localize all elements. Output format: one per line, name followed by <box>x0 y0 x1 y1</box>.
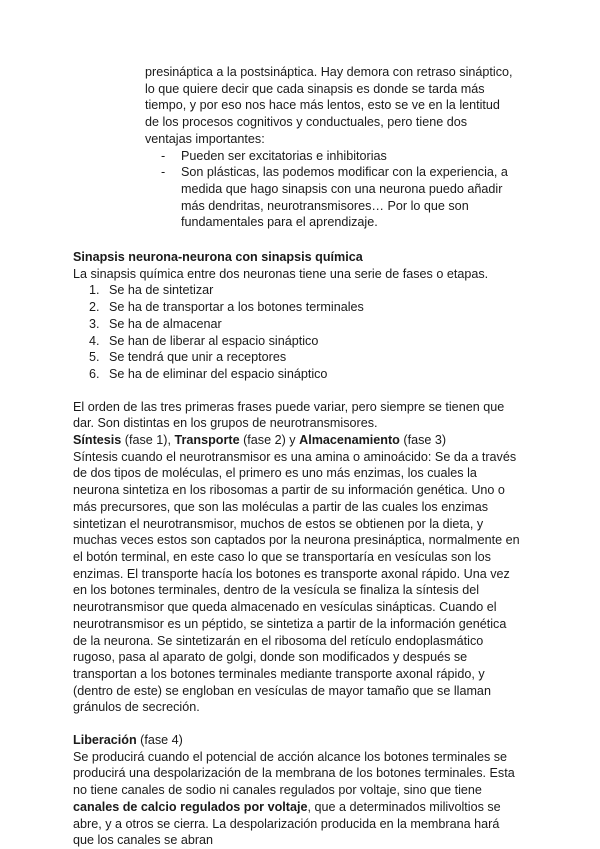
list-number: 3. <box>89 316 100 331</box>
release-text-b: , que a determinados milivoltios se abre, y a otros se cierra. La despolarización producida en la membrana hará que los canales se abran <box>73 799 501 848</box>
synthesis-paragraph: Síntesis cuando el neurotransmisor es una amina o aminoácido: Se da a través de dos tipos de moléculas, el primero es uno más enzimas, los cuales la neurona sintetiza en los ribosomas a partir de su información genética. Uno o más precursores, que son las moléculas a partir de las cuales los enzimas sintetizan el neurotransmisor, muchos de estos se obtienen por la dieta, y muchas veces estos son captados por la neurona presináptica, normalmente en el botón terminal, en este caso lo que se transportaría en vesículas son los enzimas. El transporte hacía los botones es transporte axonal rápido. Una vez en los botones terminales, dentro de la vesícula se finaliza la síntesis del neurotransmisor que queda almacenado en vesículas sinápticas. Cuando el neurotransmisor es un péptido, se sintetiza a partir de la información genética de la neurona. Se sintetizarán en el ribosoma del retículo endoplasmático rugoso, pasa al aparato de golgi, donde son modificados y después se transportan a los botones terminales mediante transporte axonal rápido, y (dentro de este) se engloban en vesículas de mayor tamaño que se llaman gránulos de secreción. <box>73 449 520 715</box>
list-item <box>73 316 523 333</box>
order-note: El orden de las tres primeras frases puede variar, pero siempre se tienen que dar. Son distintas en los grupos de neurotransmisores. <box>73 399 505 431</box>
document-page <box>73 64 523 849</box>
transporte-label: Transporte <box>174 433 240 448</box>
list-item <box>73 333 523 350</box>
list-number: 2. <box>89 300 100 315</box>
intro-block <box>145 64 517 231</box>
list-item <box>73 282 523 299</box>
list-item-text: Se ha de almacenar <box>109 316 222 331</box>
list-number: 5. <box>89 350 100 365</box>
list-item-text: Se han de liberar al espacio sináptico <box>109 333 319 348</box>
list-item-text: Se ha de sintetizar <box>109 283 214 298</box>
sintesis-label: Síntesis <box>73 433 122 448</box>
section-lead: La sinapsis química entre dos neuronas tiene una serie de fases o etapas. <box>73 266 489 281</box>
phases-heading <box>73 432 523 449</box>
almacenamiento-label: Almacenamiento <box>299 433 400 448</box>
fase3-label: (fase 3) <box>399 433 447 448</box>
fase4-label: (fase 4) <box>136 733 183 748</box>
dash-bullet: - <box>161 165 166 180</box>
list-item <box>145 148 517 165</box>
list-item <box>145 164 517 231</box>
list-number: 1. <box>89 283 100 298</box>
section-heading: Sinapsis neurona-neurona con sinapsis química <box>73 250 363 265</box>
advantages-list <box>145 148 517 232</box>
release-text-a: Se producirá cuando el potencial de acción alcance los botones terminales se producirá una despolarización de la membrana de los botones terminales. Esta no tiene canales de sodio ni canales regulados por voltaje, sino que tiene <box>73 749 515 798</box>
list-item-text: Son plásticas, las podemos modificar con la experiencia, a medida que hago sinapsis con una neurona puedo añadir más dendritas, neurotransmisores… Por lo que son fundamentales para el aprendizaje. <box>181 165 508 230</box>
list-number: 6. <box>89 366 100 381</box>
list-item <box>73 366 523 383</box>
liberacion-label: Liberación <box>73 733 137 748</box>
release-heading <box>73 732 523 749</box>
list-number: 4. <box>89 333 100 348</box>
list-item <box>73 349 523 366</box>
list-item-text: Pueden ser excitatorias e inhibitorias <box>181 148 387 163</box>
release-paragraph <box>73 749 523 849</box>
list-item-text: Se ha de eliminar del espacio sináptico <box>109 366 328 381</box>
fase1-label: (fase 1), <box>121 433 175 448</box>
list-item-text: Se ha de transportar a los botones terminales <box>109 300 364 315</box>
fase2-label: (fase 2) y <box>239 433 300 448</box>
release-text-bold: canales de calcio regulados por voltaje <box>73 799 308 814</box>
dash-bullet: - <box>161 148 166 163</box>
intro-paragraph: presináptica a la postsináptica. Hay demora con retraso sináptico, lo que quiere decir que cada sinapsis es donde se tarda más tiempo, y por eso nos hace más lentos, esto se ve en la lentitud de los procesos cognitivos y conductuales, pero tiene dos ventajas importantes: <box>145 65 513 146</box>
list-item <box>73 299 523 316</box>
list-item-text: Se tendrá que unir a receptores <box>109 350 287 365</box>
phases-list <box>73 282 523 382</box>
